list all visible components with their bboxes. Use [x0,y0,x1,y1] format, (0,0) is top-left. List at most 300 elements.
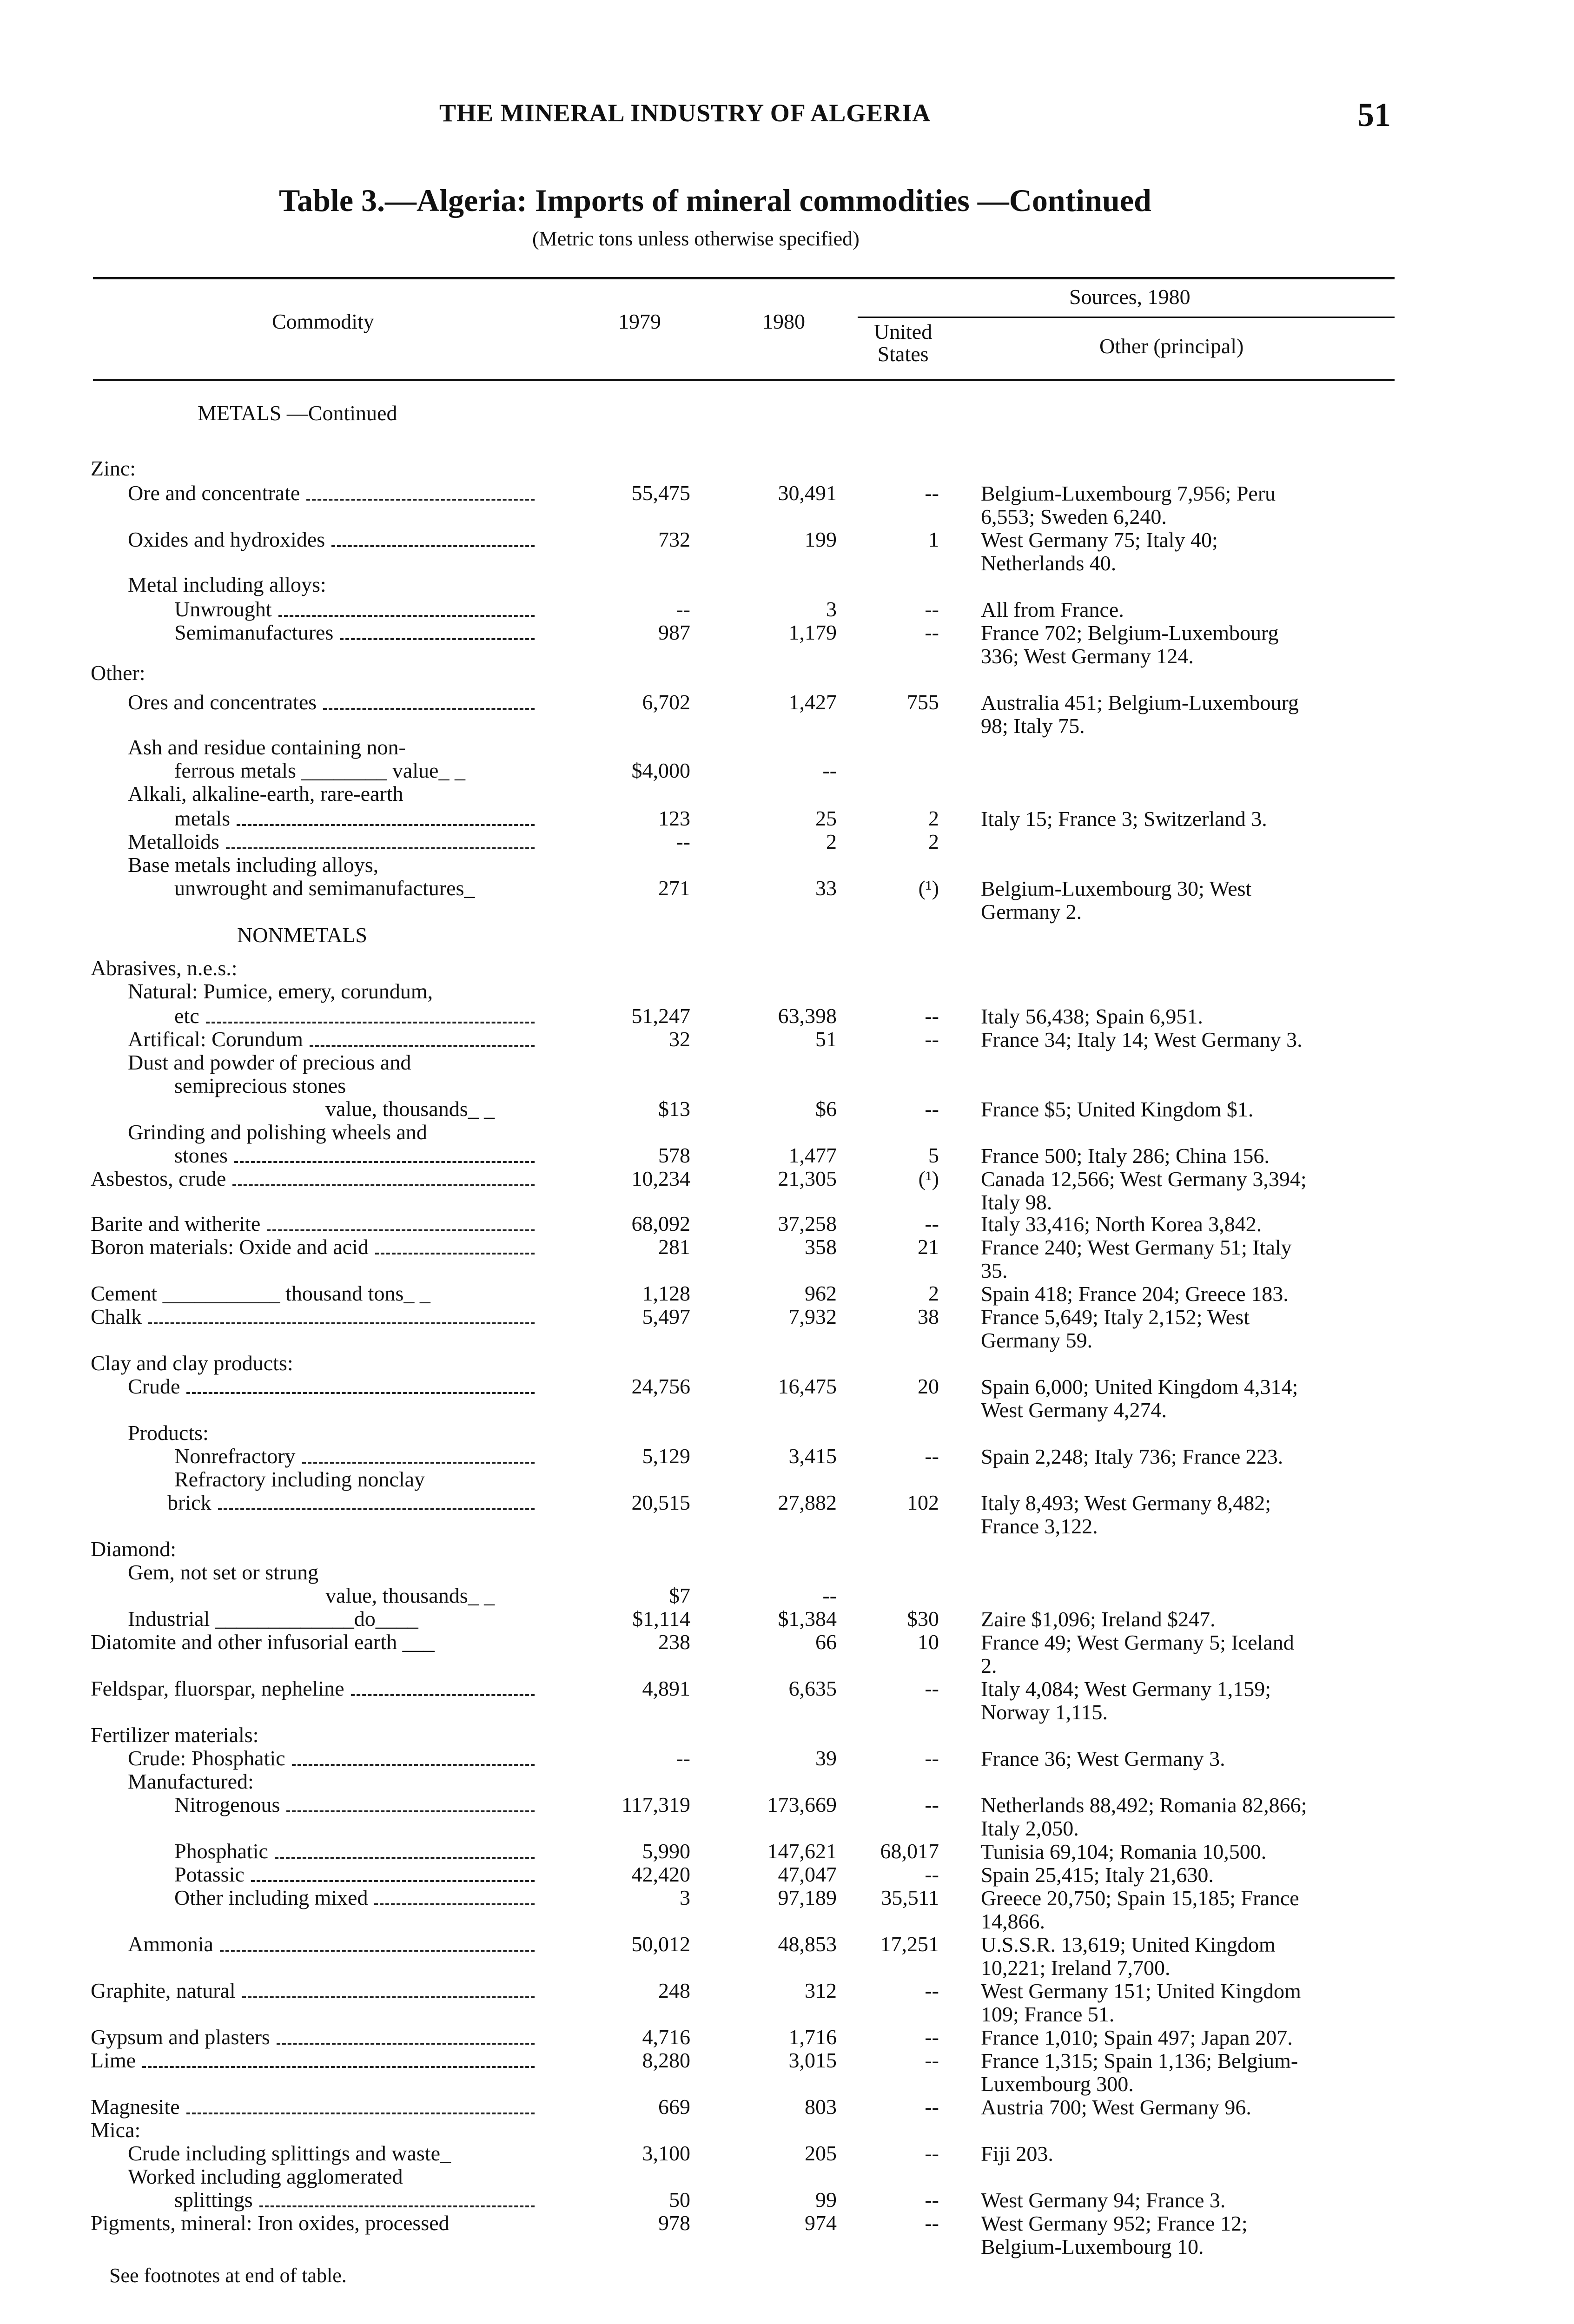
other-sources: Italy 56,438; Spain 6,951. [981,1004,1203,1028]
commodity-label: etc [174,1004,199,1028]
table-row [0,1722,1574,1748]
col-1980: 1980 [762,310,805,333]
value-united-states: 17,251 [880,1932,939,1956]
commodity-label: value, thousands_ _ [325,1584,495,1607]
table-row [0,1096,1574,1122]
other-sources: Australia 451; Belgium-Luxembourg 98; Italy 75. [981,691,1299,738]
value-united-states: -- [925,2025,939,2049]
commodity-label: Industrial _____________do____ [128,1607,418,1631]
value-1979: 51,247 [631,1004,690,1028]
commodity-label: Other: [91,661,145,685]
value-1980: $1,384 [778,1607,837,1631]
value-1980: 3,015 [788,2048,837,2072]
commodity-label: Magnesite [91,2095,180,2119]
dot-leader [218,1508,535,1510]
other-sources: France 5,649; Italy 2,152; West Germany 59. [981,1305,1250,1352]
running-head: THE MINERAL INDUSTRY OF ALGERIA [439,99,931,127]
value-1980: $6 [815,1097,837,1121]
commodity-label: Chalk [91,1305,142,1328]
dot-leader [220,1950,535,1952]
table-row [0,1606,1574,1632]
table-row [0,1536,1574,1562]
value-1980: 358 [805,1235,837,1259]
value-1979: 3,100 [642,2141,690,2165]
commodity-label: Clay and clay products: [91,1351,293,1375]
value-1980: 47,047 [778,1862,837,1886]
value-united-states: 21 [918,1235,939,1259]
value-1979: $7 [669,1584,690,1607]
commodity-label: Crude: Phosphatic [128,1746,285,1770]
table-title: Table 3.—Algeria: Imports of mineral commodities —Continued [279,183,1151,218]
other-sources: West Germany 75; Italy 40; Netherlands 40. [981,528,1218,575]
col-sources-1980: Sources, 1980 [1069,285,1190,309]
commodity-label: Ash and residue containing non- [128,735,406,759]
other-sources: France 1,315; Spain 1,136; Belgium- Luxembourg 300. [981,2049,1298,2096]
commodity-label: Semimanufactures [174,621,334,644]
value-1979: 68,092 [631,1212,690,1235]
dot-leader [340,638,535,640]
commodity-label: Gypsum and plasters [91,2025,270,2049]
value-united-states: 1 [928,528,939,551]
commodity-label: Base metals including alloys, [128,853,379,877]
value-1980: 99 [815,2188,837,2212]
value-1979: $1,114 [632,1607,690,1631]
table-row [0,1026,1574,1052]
commodity-label: Pigments, mineral: Iron oxides, processed [91,2211,450,2235]
value-united-states: -- [925,621,939,644]
dot-leader [306,499,535,501]
commodity-label: Alkali, alkaline-earth, rare-earth [128,782,403,805]
value-united-states: 68,017 [880,1839,939,1863]
value-1979: 8,280 [642,2048,690,2072]
table-row [0,734,1574,760]
commodity-label: ferrous metals ________ value_ _ [174,759,465,782]
value-1979: 271 [658,876,690,900]
table-row [0,2024,1574,2050]
commodity-label: brick [167,1491,212,1514]
header-top-rule [93,277,1395,279]
table-row [0,758,1574,784]
table-row [0,1769,1574,1795]
other-sources: Italy 8,493; West Germany 8,482; France 3,122. [981,1491,1271,1538]
value-united-states: 2 [928,830,939,853]
value-1980: 6,635 [788,1677,837,1700]
table-subtitle: (Metric tons unless otherwise specified) [532,227,860,250]
commodity-label: Crude including splittings and waste_ [128,2141,451,2165]
commodity-label: value, thousands_ _ [325,1097,495,1121]
commodity-label: Lime [91,2048,136,2072]
table-row [0,829,1574,855]
table-row [0,1443,1574,1469]
table-row [0,1792,1574,1840]
other-sources: Spain 2,248; Italy 736; France 223. [981,1445,1283,1468]
other-sources: West Germany 952; France 12; Belgium-Luxembourg 10. [981,2212,1248,2258]
dot-leader [234,1161,535,1163]
value-1980: 199 [805,528,837,551]
commodity-label: Artifical: Corundum [128,1027,303,1051]
value-1980: 962 [805,1281,837,1305]
value-1980: 63,398 [778,1004,837,1028]
value-1980: 1,477 [788,1143,837,1167]
col-commodity: Commodity [272,310,374,333]
section-nonmetals: NONMETALS [237,923,367,947]
value-united-states: 35,511 [881,1886,939,1909]
table-row [0,1234,1574,1282]
table-row [0,1211,1574,1237]
sources-rule [858,317,1395,318]
dot-leader [331,545,535,547]
value-1980: 974 [805,2211,837,2235]
value-1980: 3,415 [788,1444,837,1468]
dot-leader [142,2066,535,2068]
value-1980: -- [822,1584,837,1607]
commodity-label: Gem, not set or strung [128,1560,319,1584]
value-1979: 50 [669,2188,690,2212]
table-row [0,805,1574,832]
table-row [0,480,1574,528]
other-sources: France $5; United Kingdom $1. [981,1097,1254,1121]
dot-leader [237,824,535,826]
value-united-states: -- [925,2211,939,2235]
dot-leader [275,1857,535,1859]
commodity-label: splittings [174,2188,253,2212]
dot-leader [323,708,535,710]
table-row [0,2117,1574,2143]
value-1979: 4,716 [642,2025,690,2049]
value-1979: 987 [658,621,690,644]
commodity-label: Nonrefractory [174,1444,296,1468]
table-row [0,781,1574,807]
value-united-states: 2 [928,806,939,830]
commodity-label: Ammonia [128,1932,213,1956]
commodity-label: Dust and powder of precious and [128,1050,411,1074]
value-united-states: $30 [907,1607,939,1631]
other-sources: Zaire $1,096; Ireland $247. [981,1607,1216,1631]
dot-leader [277,2043,535,2045]
commodity-label: Zinc: [91,456,136,480]
table-row [0,572,1574,598]
value-united-states: -- [925,1979,939,2002]
value-1979: 42,420 [631,1862,690,1886]
commodity-label: Worked including agglomerated [128,2165,403,2188]
value-1979: 5,129 [642,1444,690,1468]
commodity-label: Mica: [91,2118,141,2142]
commodity-label: Boron materials: Oxide and acid [91,1235,369,1259]
table-row [0,2140,1574,2166]
other-sources: U.S.S.R. 13,619; United Kingdom 10,221; Ireland 7,700. [981,1933,1276,1980]
other-sources: France 240; West Germany 51; Italy 35. [981,1235,1292,1282]
dot-leader [310,1045,535,1047]
value-1979: -- [676,597,690,621]
commodity-label: Crude [128,1374,180,1398]
dot-leader [186,2113,535,2114]
commodity-label: Abrasives, n.e.s.: [91,956,238,980]
value-1980: 205 [805,2141,837,2165]
table-row [0,456,1574,482]
other-sources: Italy 33,416; North Korea 3,842. [981,1212,1262,1236]
value-united-states: -- [925,1444,939,1468]
commodity-label: Ore and concentrate [128,481,300,505]
commodity-label: Other including mixed [174,1886,368,1909]
value-united-states: -- [925,1862,939,1886]
value-1980: 1,179 [788,621,837,644]
value-1979: $13 [658,1097,690,1121]
section-metals: METALS —Continued [198,401,397,425]
table-row [0,1281,1574,1307]
dot-leader [148,1322,535,1324]
dot-leader [278,615,535,617]
dot-leader [242,1996,535,1998]
other-sources: All from France. [981,598,1124,621]
table-row [0,1559,1574,1585]
value-1980: 39 [815,1746,837,1770]
value-1979: 978 [658,2211,690,2235]
value-1979: 24,756 [631,1374,690,1398]
value-1979: 123 [658,806,690,830]
other-sources: France 500; Italy 286; China 156. [981,1144,1270,1168]
commodity-label: Oxides and hydroxides [128,528,325,551]
value-1980: 21,305 [778,1167,837,1190]
value-1979: 4,891 [642,1677,690,1700]
value-1980: 27,882 [778,1491,837,1514]
value-1980: 173,669 [767,1793,837,1816]
commodity-label: unwrought and semimanufactures_ [174,876,475,900]
commodity-label: Fertilizer materials: [91,1723,259,1747]
table-row [0,660,1574,686]
value-1980: 3 [826,597,837,621]
table-row [0,1420,1574,1446]
other-sources: Greece 20,750; Spain 15,185; France 14,866. [981,1886,1299,1933]
value-united-states: -- [925,1097,939,1121]
table-row [0,1745,1574,1771]
col-united-states: United States [874,320,932,366]
value-1980: 147,621 [767,1839,837,1863]
table-row [0,1050,1574,1076]
dot-leader [302,1462,535,1464]
value-united-states: 2 [928,1281,939,1305]
value-1979: 20,515 [631,1491,690,1514]
table-row [0,1350,1574,1376]
dot-leader [206,1022,535,1023]
dot-leader [286,1810,535,1812]
value-1979: 3 [680,1886,690,1909]
other-sources: West Germany 151; United Kingdom 109; France 51. [981,1979,1301,2026]
other-sources: Netherlands 88,492; Romania 82,866; Italy 2,050. [981,1793,1307,1840]
other-sources: Canada 12,566; West Germany 3,394; Italy 98. [981,1167,1307,1214]
value-1979: $4,000 [631,759,690,782]
value-united-states: -- [925,1677,939,1700]
commodity-label: Graphite, natural [91,1979,236,2002]
table-row [0,1304,1574,1352]
dot-leader [251,1880,535,1882]
table-row [0,2187,1574,2213]
commodity-label: Diatomite and other infusorial earth ___ [91,1630,435,1654]
value-united-states: -- [925,1212,939,1235]
table-row [0,1003,1574,1029]
value-1979: 248 [658,1979,690,2002]
value-united-states: -- [925,1027,939,1051]
other-sources: France 36; West Germany 3. [981,1747,1225,1770]
value-united-states: -- [925,2048,939,2072]
value-1979: 238 [658,1630,690,1654]
commodity-label: Metal including alloys: [128,573,326,596]
commodity-label: Diamond: [91,1537,176,1561]
value-1979: 6,702 [642,690,690,714]
table-row [0,1373,1574,1422]
commodity-label: Phosphatic [174,1839,268,1863]
value-1979: 578 [658,1143,690,1167]
other-sources: France 702; Belgium-Luxembourg 336; West Germany 124. [981,621,1279,668]
value-1980: -- [822,759,837,782]
commodity-label: semiprecious stones [174,1074,346,1097]
value-united-states: (¹) [918,876,939,900]
value-1980: 803 [805,2095,837,2119]
value-united-states: -- [925,2188,939,2212]
col-1979: 1979 [618,310,661,333]
other-sources: Belgium-Luxembourg 7,956; Peru 6,553; Sweden 6,240. [981,482,1276,528]
table-row [0,1583,1574,1609]
other-sources: France 1,010; Spain 497; Japan 207. [981,2026,1293,2049]
value-united-states: -- [925,1746,939,1770]
value-1980: 312 [805,1979,837,2002]
commodity-label: Asbestos, crude [91,1167,226,1190]
other-sources: Spain 25,415; Italy 21,630. [981,1863,1214,1887]
value-1979: 5,497 [642,1305,690,1328]
table-row [0,1676,1574,1724]
value-1980: 51 [815,1027,837,1051]
value-united-states: -- [925,597,939,621]
table-row [0,2047,1574,2096]
table-row [0,1629,1574,1677]
value-1980: 25 [815,806,837,830]
commodity-label: Barite and witherite [91,1212,261,1235]
value-united-states: -- [925,1793,939,1816]
value-united-states: 5 [928,1143,939,1167]
value-1980: 33 [815,876,837,900]
other-sources: Belgium-Luxembourg 30; West Germany 2. [981,877,1252,924]
footnote: See footnotes at end of table. [109,2264,347,2287]
other-sources: Tunisia 69,104; Romania 10,500. [981,1840,1267,1863]
table-row [0,978,1574,1004]
value-united-states: -- [925,2141,939,2165]
commodity-label: Potassic [174,1862,245,1886]
commodity-label: Unwrought [174,597,272,621]
dot-leader [267,1229,535,1231]
table-row [0,1862,1574,1888]
value-united-states: 102 [907,1491,939,1514]
value-1979: 5,990 [642,1839,690,1863]
other-sources: Spain 418; France 204; Greece 183. [981,1282,1289,1306]
table-row [0,620,1574,668]
other-sources: Italy 4,084; West Germany 1,159; Norway 1,115. [981,1677,1271,1724]
commodity-label: stones [174,1143,228,1167]
table-row [0,1931,1574,1980]
commodity-label: metals [174,806,231,830]
other-sources: France 49; West Germany 5; Iceland 2. [981,1631,1294,1677]
dot-leader [259,2205,535,2207]
value-united-states: -- [925,481,939,505]
table-row [0,955,1574,981]
commodity-label: Feldspar, fluorspar, nepheline [91,1677,344,1700]
other-sources: Spain 6,000; United Kingdom 4,314; West Germany 4,274. [981,1375,1298,1422]
col-other-principal: Other (principal) [1099,334,1244,358]
value-1980: 16,475 [778,1374,837,1398]
table-row [0,2210,1574,2258]
value-1979: 117,319 [622,1793,690,1816]
value-1979: -- [676,1746,690,1770]
value-united-states: -- [925,1004,939,1028]
value-1979: -- [676,830,690,853]
other-sources: France 34; Italy 14; West Germany 3. [981,1028,1303,1051]
value-united-states: 20 [918,1374,939,1398]
table-row [0,1838,1574,1864]
value-1980: 1,427 [788,690,837,714]
commodity-label: Cement ___________ thousand tons_ _ [91,1281,430,1305]
commodity-label: Manufactured: [128,1769,254,1793]
table-row [0,1166,1574,1214]
table-row [0,1073,1574,1099]
commodity-label: Grinding and polishing wheels and [128,1120,427,1144]
dot-leader [375,1253,535,1254]
value-1980: 1,716 [788,2025,837,2049]
table-row [0,1885,1574,1933]
dot-leader [186,1392,535,1394]
value-united-states: -- [925,2095,939,2119]
other-sources: West Germany 94; France 3. [981,2188,1226,2212]
commodity-label: Metalloids [128,830,219,853]
table-row [0,1978,1574,2026]
value-1979: 55,475 [631,481,690,505]
value-united-states: (¹) [918,1167,939,1190]
value-1980: 37,258 [778,1212,837,1235]
table-row [0,596,1574,622]
commodity-label: Ores and concentrates [128,690,317,714]
commodity-label: Products: [128,1421,209,1445]
other-sources: Fiji 203. [981,2142,1053,2166]
commodity-label: Nitrogenous [174,1793,280,1816]
table-row [0,1466,1574,1492]
table-row [0,527,1574,575]
value-united-states: 38 [918,1305,939,1328]
dot-leader [351,1694,535,1696]
value-united-states: 755 [907,690,939,714]
commodity-label: Natural: Pumice, emery, corundum, [128,979,433,1003]
value-1980: 97,189 [778,1886,837,1909]
dot-leader [226,847,535,849]
table-row [0,2164,1574,2190]
dot-leader [374,1903,535,1905]
page-number: 51 [1357,96,1391,133]
table-row [0,2094,1574,2120]
value-1979: 669 [658,2095,690,2119]
value-1980: 66 [815,1630,837,1654]
table-row [0,875,1574,924]
value-1980: 2 [826,830,837,853]
value-1979: 32 [669,1027,690,1051]
value-1979: 281 [658,1235,690,1259]
value-1979: 50,012 [631,1932,690,1956]
table-row [0,1119,1574,1145]
dot-leader [232,1184,535,1186]
value-1980: 48,853 [778,1932,837,1956]
table-row [0,689,1574,738]
dot-leader [292,1764,535,1766]
value-1979: 732 [658,528,690,551]
table-row [0,1142,1574,1169]
value-united-states: 10 [918,1630,939,1654]
table-row [0,1490,1574,1538]
other-sources: Italy 15; France 3; Switzerland 3. [981,807,1267,831]
